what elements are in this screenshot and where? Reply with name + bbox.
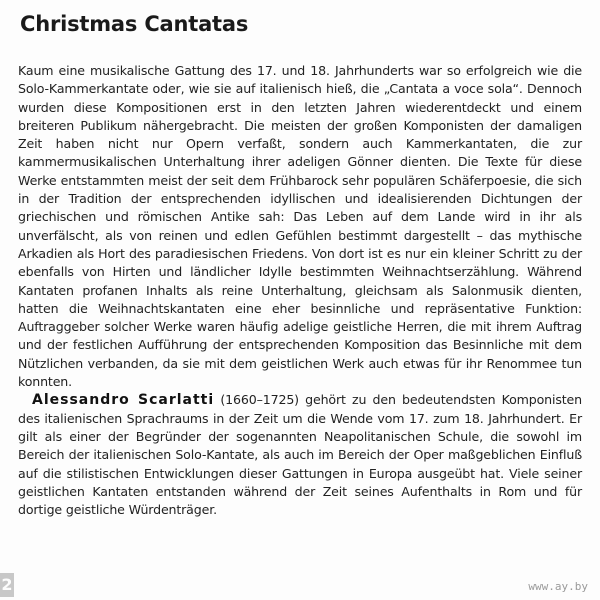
- watermark: www.ay.by: [528, 580, 588, 593]
- page-number: 2: [0, 573, 14, 597]
- composer-name: Alessandro Scarlatti: [32, 392, 215, 409]
- scarlatti-paragraph-text: (1660–1725) gehört zu den bedeutendsten Komponisten des italienischen Sprachraums in der Zeit um die Wende vom 17. zum 18. Jahrhundert. Er gilt als einer der Begründer der sogenannten Neapolitanischen Schule, die sowohl im Bereich der italienischen Solo-Kantate, als auch im Bereich der Oper maßgeblichen Einfluß auf die stilistischen Entwicklungen dieser Gattungen in Europa ausgeübt hat. Viele seiner geistlichen Kantaten entstanden während der Zeit seines Aufenthalts in Rom und für dortige geistliche Würdenträger.: [18, 392, 582, 518]
- body-text: [18, 62, 582, 519]
- intro-paragraph: Kaum eine musikalische Gattung des 17. und 18. Jahrhunderts war so erfolgreich wie die Solo-Kammerkantate oder, wie sie auf italienisch hieß, die „Cantata a voce sola“. Dennoch wurden diese Kompositionen erst in den letzten Jahren wiederentdeckt und einem breiteren Publikum nähergebracht. Die meisten der großen Komponisten der damaligen Zeit haben nicht nur Opern verfaßt, sondern auch Kammerkantaten, die zur kammermusikalischen Unterhaltung ihrer adeligen Gönner dienten. Die Texte für diese Werke entstammten meist der seit dem Frühbarock sehr populären Schäferpoesie, die sich in der Tradition der entsprechenden idyllischen und idealisierenden Dichtungen der griechischen und römischen Antike sah: Das Leben auf dem Lande wird in ihr als unverfälscht, als von reinen und edlen Gefühlen bestimmt dargestellt – das mythische Arkadien als Hort des paradiesischen Friedens. Von dort ist es nur ein kleiner Schritt zu der ebenfalls von Hirten und ländlicher Idylle bestimmten Weihnachtserzählung. Während Kantaten profanen Inhalts als reine Unterhaltung, gleichsam als Salonmusik dienten, hatten die Weihnachtskantaten eine eher besinnliche und repräsentative Funktion: Auftraggeber solcher Werke waren häufig adelige geistliche Herren, die mit ihrem Auftrag und der festlichen Aufführung der entsprechenden Komposition das Besinnliche mit dem Nützlichen verbanden, da sie mit dem geistlichen Werk auch etwas für ihr Renommee tun konnten.: [18, 63, 582, 390]
- page-title: Christmas Cantatas: [20, 12, 249, 36]
- scarlatti-paragraph: [18, 391, 582, 519]
